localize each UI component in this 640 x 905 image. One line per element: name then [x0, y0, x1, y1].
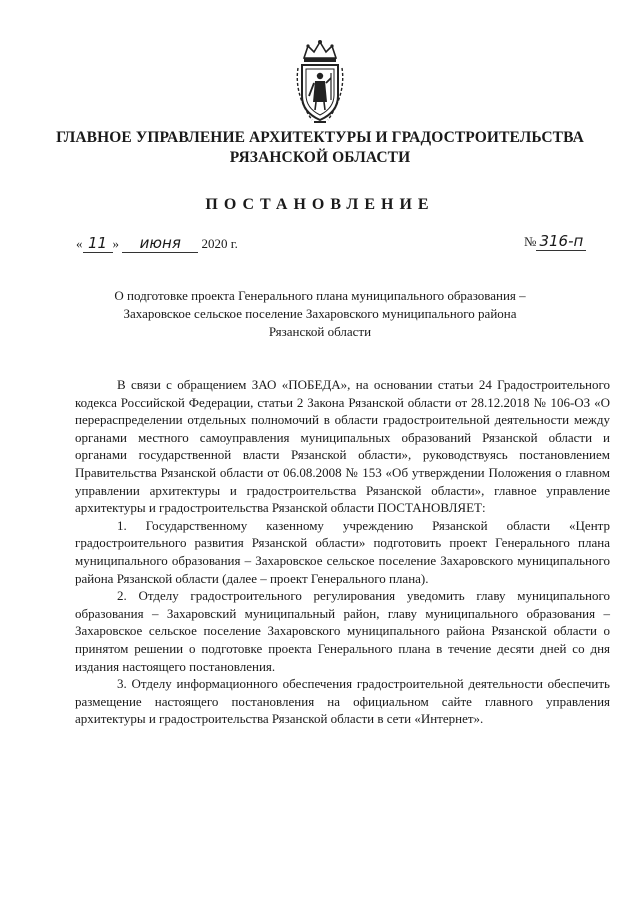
subject-line-2: Захаровское сельское поселение Захаровского муниципального района	[123, 306, 517, 321]
date-month: июня	[122, 234, 198, 253]
coat-of-arms-emblem	[290, 38, 350, 126]
number-prefix: №	[524, 234, 537, 249]
item-1-paragraph: 1. Государственному казенному учреждению Рязанской области «Центр градостроительного развития Рязанской области» подготовить проект Генерального плана муниципального образования – Захаровское сельское поселение Захаровского муниципального района Рязанской области (далее – проект Генерального плана).	[75, 517, 610, 586]
document-body	[75, 376, 610, 728]
subject-line-1: О подготовке проекта Генерального плана муниципального образования –	[114, 288, 526, 303]
preamble-paragraph: В связи с обращением ЗАО «ПОБЕДА», на основании статьи 24 Градостроительного кодекса Российской Федерации, статьи 2 Закона Рязанской области от 28.12.2018 № 106-ОЗ «О перераспределении отдельных полномочий в области градостроительной деятельности между органами местного самоуправления муниципальных образований Рязанской области и органами государственной власти Рязанской области», руководствуясь постановлением Правительства Рязанской области от 06.08.2008 № 153 «Об утверждении Положения о главном управлении архитектуры и градостроительства Рязанской области», главное управление архитектуры и градостроительства Рязанской области ПОСТАНОВЛЯЕТ:	[75, 377, 610, 516]
header-line-1: ГЛАВНОЕ УПРАВЛЕНИЕ АРХИТЕКТУРЫ И ГРАДОСТРОИТЕЛЬСТВА	[56, 129, 584, 146]
document-type-title: ПОСТАНОВЛЕНИЕ	[205, 196, 435, 213]
item-3-paragraph: 3. Отделу информационного обеспечения градостроительной деятельности обеспечить размещение настоящего постановления на официальном сайте главного управления архитектуры и градостроительства Рязанской области в сети «Интернет».	[75, 676, 610, 727]
document-subject	[70, 287, 570, 341]
header-line-2: РЯЗАНСКОЙ ОБЛАСТИ	[229, 149, 411, 166]
date-close-quote: »	[112, 236, 119, 251]
number-value: 316-п	[536, 232, 586, 251]
item-2-paragraph: 2. Отделу градостроительного регулирования уведомить главу муниципального образования – Захаровский муниципальный район, главу муниципального образования – Захаровское сельское поселение Захаровского муниципального района Рязанской области о принятом решении о подготовке проекта Генерального плана в течение десяти дней со дня издания настоящего постановления.	[75, 588, 610, 674]
document-number	[524, 232, 586, 251]
document-date	[76, 234, 238, 253]
date-day: 11	[83, 234, 113, 253]
organization-header	[40, 128, 600, 168]
subject-line-3: Рязанской области	[268, 324, 372, 339]
date-open-quote: «	[76, 236, 83, 251]
date-year: 2020 г.	[201, 236, 238, 251]
